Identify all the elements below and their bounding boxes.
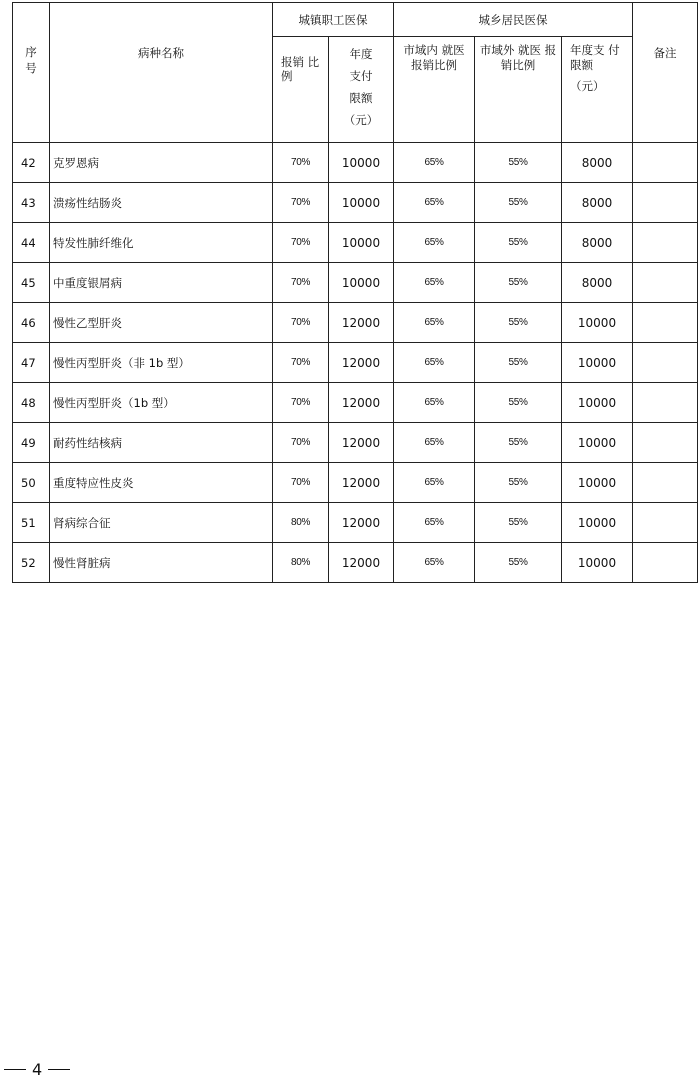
row-disease-name: 特发性肺纤维化 — [50, 223, 273, 263]
row-seq: 48 — [13, 383, 50, 423]
row-resident-limit: 10000 — [562, 383, 633, 423]
row-employee-limit: 12000 — [329, 343, 394, 383]
row-seq: 47 — [13, 343, 50, 383]
table-body — [13, 143, 698, 583]
table-row — [13, 263, 698, 303]
row-employee-ratio: 80% — [273, 543, 329, 583]
row-resident-out-city-ratio: 55% — [475, 263, 562, 303]
row-resident-out-city-ratio: 55% — [475, 143, 562, 183]
header-resident-limit-unit: （元） — [570, 78, 605, 93]
row-resident-limit: 10000 — [562, 543, 633, 583]
footer-dash-right — [48, 1069, 70, 1070]
table-row — [13, 143, 698, 183]
row-employee-limit: 12000 — [329, 303, 394, 343]
row-resident-out-city-ratio: 55% — [475, 463, 562, 503]
table-row — [13, 343, 698, 383]
table-row — [13, 303, 698, 343]
insurance-table — [12, 2, 698, 583]
row-resident-out-city-ratio: 55% — [475, 223, 562, 263]
row-employee-ratio: 70% — [273, 223, 329, 263]
row-resident-limit: 10000 — [562, 503, 633, 543]
table-row — [13, 383, 698, 423]
row-employee-ratio: 70% — [273, 143, 329, 183]
header-resident-limit — [562, 37, 633, 143]
header-seq-label: 序号 — [25, 45, 37, 75]
header-resident-out-city-label: 市域外 就医 报销比例 — [479, 43, 557, 72]
row-resident-limit: 8000 — [562, 223, 633, 263]
row-employee-ratio: 80% — [273, 503, 329, 543]
page-footer — [4, 1058, 70, 1080]
row-resident-out-city-ratio: 55% — [475, 423, 562, 463]
table-row — [13, 503, 698, 543]
row-disease-name: 克罗恩病 — [50, 143, 273, 183]
header-disease-name — [50, 3, 273, 143]
row-employee-limit: 12000 — [329, 503, 394, 543]
row-seq: 45 — [13, 263, 50, 303]
row-employee-ratio: 70% — [273, 303, 329, 343]
row-resident-out-city-ratio: 55% — [475, 503, 562, 543]
row-seq: 49 — [13, 423, 50, 463]
header-remarks — [633, 3, 698, 143]
row-seq: 46 — [13, 303, 50, 343]
row-seq: 43 — [13, 183, 50, 223]
row-remark — [633, 303, 698, 343]
row-employee-ratio: 70% — [273, 463, 329, 503]
row-resident-in-city-ratio: 65% — [394, 303, 475, 343]
row-resident-limit: 10000 — [562, 303, 633, 343]
row-employee-limit: 12000 — [329, 423, 394, 463]
header-seq — [13, 3, 50, 143]
row-remark — [633, 503, 698, 543]
header-urban-employee — [273, 3, 394, 37]
footer-dash-left — [4, 1069, 26, 1070]
row-resident-in-city-ratio: 65% — [394, 463, 475, 503]
header-urban-employee-label: 城镇职工医保 — [298, 12, 368, 27]
row-remark — [633, 263, 698, 303]
row-seq: 52 — [13, 543, 50, 583]
row-employee-ratio: 70% — [273, 383, 329, 423]
row-resident-in-city-ratio: 65% — [394, 143, 475, 183]
row-resident-out-city-ratio: 55% — [475, 303, 562, 343]
row-disease-name: 重度特应性皮炎 — [50, 463, 273, 503]
header-employee-limit-line: 年度 — [349, 47, 373, 61]
row-seq: 50 — [13, 463, 50, 503]
row-remark — [633, 183, 698, 223]
row-resident-limit: 8000 — [562, 263, 633, 303]
row-employee-ratio: 70% — [273, 423, 329, 463]
row-resident-in-city-ratio: 65% — [394, 223, 475, 263]
header-employee-ratio — [273, 37, 329, 143]
row-seq: 42 — [13, 143, 50, 183]
row-disease-name: 慢性丙型肝炎（1b 型） — [50, 383, 273, 423]
header-urban-rural-resident — [394, 3, 633, 37]
row-remark — [633, 383, 698, 423]
row-disease-name: 中重度银屑病 — [50, 263, 273, 303]
row-remark — [633, 423, 698, 463]
header-row-top — [13, 3, 698, 37]
header-employee-limit-line: 限额 — [349, 91, 373, 105]
row-resident-out-city-ratio: 55% — [475, 383, 562, 423]
row-employee-limit: 12000 — [329, 463, 394, 503]
row-seq: 44 — [13, 223, 50, 263]
row-remark — [633, 223, 698, 263]
header-resident-in-city-label: 市域内 就医 报销比例 — [403, 43, 465, 72]
row-employee-ratio: 70% — [273, 263, 329, 303]
row-seq: 51 — [13, 503, 50, 543]
row-employee-limit: 10000 — [329, 263, 394, 303]
row-employee-limit: 10000 — [329, 223, 394, 263]
row-employee-limit: 10000 — [329, 143, 394, 183]
row-disease-name: 慢性丙型肝炎（非 1b 型） — [50, 343, 273, 383]
row-remark — [633, 343, 698, 383]
row-remark — [633, 463, 698, 503]
table-row — [13, 183, 698, 223]
row-remark — [633, 143, 698, 183]
row-resident-limit: 10000 — [562, 423, 633, 463]
row-employee-ratio: 70% — [273, 343, 329, 383]
row-disease-name: 肾病综合征 — [50, 503, 273, 543]
row-resident-in-city-ratio: 65% — [394, 263, 475, 303]
row-disease-name: 溃疡性结肠炎 — [50, 183, 273, 223]
row-disease-name: 慢性乙型肝炎 — [50, 303, 273, 343]
header-disease-name-label: 病种名称 — [138, 46, 184, 60]
row-resident-in-city-ratio: 65% — [394, 183, 475, 223]
row-resident-in-city-ratio: 65% — [394, 503, 475, 543]
header-urban-rural-resident-label: 城乡居民医保 — [478, 12, 548, 27]
row-employee-limit: 12000 — [329, 543, 394, 583]
table-row — [13, 543, 698, 583]
row-resident-limit: 10000 — [562, 343, 633, 383]
row-resident-in-city-ratio: 65% — [394, 423, 475, 463]
header-employee-limit-line: 支付 — [349, 69, 373, 83]
row-resident-limit: 8000 — [562, 183, 633, 223]
header-employee-limit — [329, 37, 394, 143]
row-disease-name: 耐药性结核病 — [50, 423, 273, 463]
table-row — [13, 463, 698, 503]
table-row — [13, 423, 698, 463]
row-resident-out-city-ratio: 55% — [475, 543, 562, 583]
table-row — [13, 223, 698, 263]
row-employee-limit: 10000 — [329, 183, 394, 223]
header-employee-limit-line: （元） — [343, 113, 379, 127]
row-resident-in-city-ratio: 65% — [394, 543, 475, 583]
header-resident-out-city — [475, 37, 562, 143]
header-remarks-label: 备注 — [653, 46, 677, 60]
row-resident-out-city-ratio: 55% — [475, 183, 562, 223]
row-employee-ratio: 70% — [273, 183, 329, 223]
row-resident-out-city-ratio: 55% — [475, 343, 562, 383]
header-resident-limit-label: 年度支 付限额 — [570, 43, 620, 72]
row-resident-in-city-ratio: 65% — [394, 343, 475, 383]
row-resident-limit: 10000 — [562, 463, 633, 503]
row-employee-limit: 12000 — [329, 383, 394, 423]
header-employee-ratio-label: 报销 比例 — [281, 55, 320, 84]
row-remark — [633, 543, 698, 583]
page-number: 4 — [32, 1059, 43, 1079]
row-disease-name: 慢性肾脏病 — [50, 543, 273, 583]
row-resident-limit: 8000 — [562, 143, 633, 183]
header-resident-in-city — [394, 37, 475, 143]
row-resident-in-city-ratio: 65% — [394, 383, 475, 423]
